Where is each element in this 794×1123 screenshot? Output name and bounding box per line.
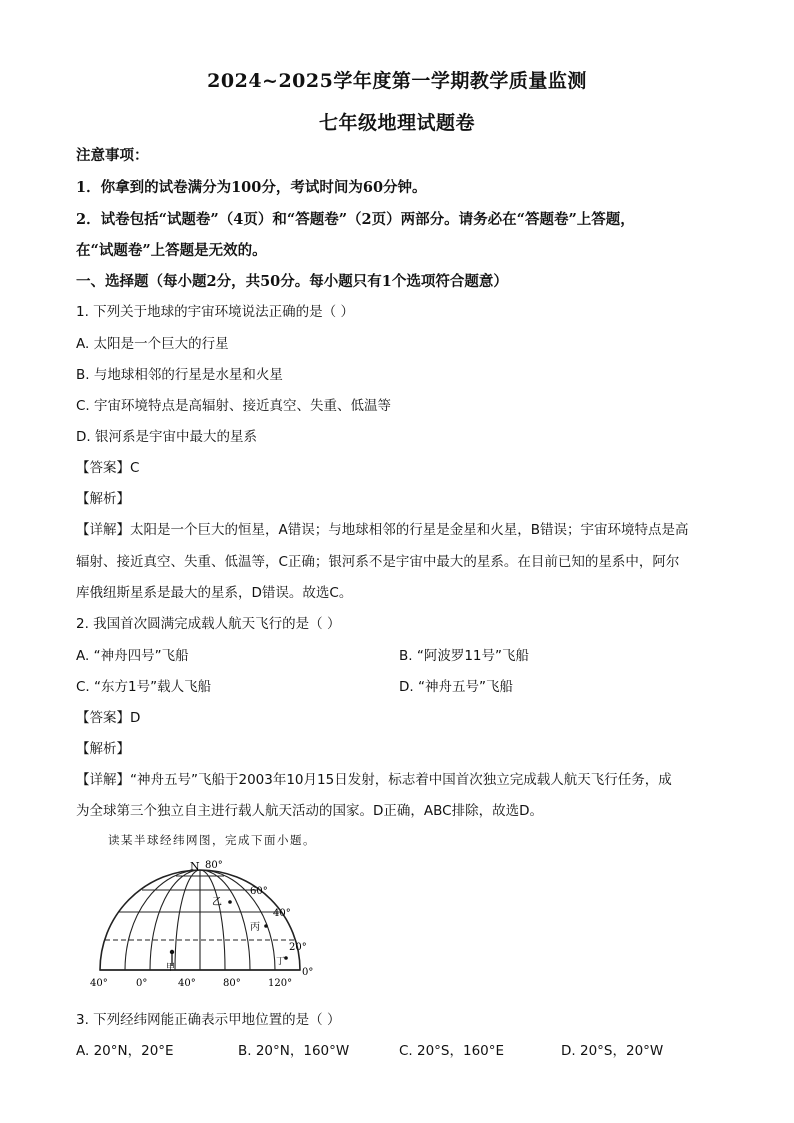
question-2-detail-line-1 [76,770,726,790]
point-ding-label: 丁 [276,957,286,967]
lon-label-80e: 80° [223,978,241,989]
answer-value: D [130,710,141,726]
lat-label-60: 60° [250,886,268,897]
section-heading: 一、选择题（每小题2分，共50分。每小题只有1个选项符合题意） [76,273,508,290]
figure-caption: 读某半球经纬网图，完成下面小题。 [108,833,316,847]
graticule-map [80,858,320,998]
detail-text: 太阳是一个巨大的恒星，A错误；与地球相邻的行星是金星和火星，B错误；宇宙环境特点是高 [130,522,689,538]
lon-label-40e: 40° [178,978,196,989]
point-yi-marker [228,900,232,904]
question-1-detail-line-1 [76,520,726,540]
meridian-line [200,870,225,970]
exam-subtitle: 七年级地理试题卷 [318,112,475,134]
detail-text: “神舟五号”飞船于2003年10月15日发射，标志着中国首次独立完成载人航天飞行任务，成 [130,772,672,788]
question-2-option-d: D. “神舟五号”飞船 [399,679,513,695]
question-2-option-c: C. “东方1号”载人飞船 [76,679,212,695]
meridian-line [175,870,200,970]
question-1-option-a: A. 太阳是一个巨大的行星 [76,336,229,352]
question-1-option-c: C. 宇宙环境特点是高辐射、接近真空、失重、低温等 [76,398,392,414]
answer-tag: 【答案】 [76,460,130,476]
lat-label-40: 40° [273,908,291,919]
question-1-option-d: D. 银河系是宇宙中最大的星系 [76,429,257,445]
notice-heading: 注意事项： [76,147,149,164]
question-1-detail-line-2: 辐射、接近真空、失重、低温等，C正确；银河系不是宇宙中最大的星系。在目前已知的星系中，阿尔 [76,554,680,570]
answer-value: C [130,460,140,476]
question-3-option-d: D. 20°S，20°W [561,1043,664,1059]
lat-label-20: 20° [289,942,307,953]
lat-label-80: 80° [205,860,223,871]
question-1-option-b: B. 与地球相邻的行星是水星和火星 [76,367,283,383]
point-bing-marker [264,924,268,928]
question-2-answer [76,708,726,728]
question-3-stem: 3. 下列经纬网能正确表示甲地位置的是（ ） [76,1012,341,1028]
question-2-option-a: A. “神舟四号”飞船 [76,648,189,664]
exam-title: 2024~2025学年度第一学期教学质量监测 [207,70,587,92]
notice-item-1: 1．你拿到的试卷满分为100分，考试时间为60分钟。 [76,179,427,196]
point-bing-label: 丙 [250,922,260,933]
question-2-detail-line-2: 为全球第三个独立自主进行载人航天活动的国家。D正确，ABC排除，故选D。 [76,803,543,819]
meridian-line [200,870,275,970]
point-yi-label: 乙 [212,897,222,908]
detail-tag: 【详解】 [76,522,130,538]
question-2-option-b: B. “阿波罗11号”飞船 [399,648,530,664]
question-1-answer [76,458,726,478]
lon-label-0: 0° [136,978,148,989]
detail-tag: 【详解】 [76,772,130,788]
lat-label-0: 0° [302,967,314,978]
point-jia-label: 甲 [166,963,176,973]
question-3-option-b: B. 20°N，160°W [238,1043,350,1059]
question-1-detail-line-3: 库俄纽斯星系是最大的星系，D错误。故选C。 [76,585,353,601]
north-label: N [190,860,200,873]
question-1-stem: 1. 下列关于地球的宇宙环境说法正确的是（ ） [76,304,354,320]
question-2-stem: 2. 我国首次圆满完成载人航天飞行的是（ ） [76,616,341,632]
lon-label-120e: 120° [268,978,293,989]
question-3-option-c: C. 20°S，160°E [399,1043,505,1059]
notice-item-2-line-2: 在“试题卷”上答题是无效的。 [76,242,267,259]
question-3-option-a: A. 20°N，20°E [76,1043,174,1059]
notice-item-2-line-1: 2．试卷包括“试题卷”（4页）和“答题卷”（2页）两部分。请务必在“答题卷”上答题， [76,211,635,228]
meridian-line [125,870,200,970]
question-2-analysis-tag: 【解析】 [76,741,130,757]
lon-label-40w: 40° [90,978,108,989]
question-1-analysis-tag: 【解析】 [76,491,130,507]
answer-tag: 【答案】 [76,710,130,726]
